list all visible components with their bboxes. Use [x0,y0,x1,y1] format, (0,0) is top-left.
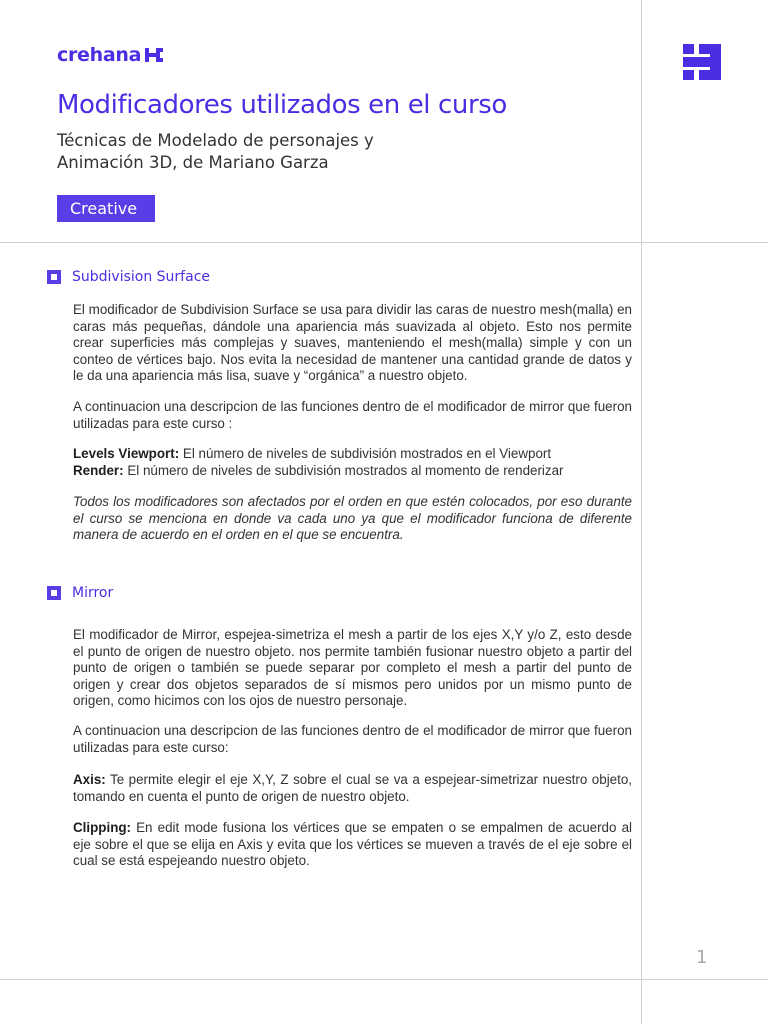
paragraph: A continuacion una descripcion de las funciones dentro de el modificador de mirror que fueron utilizadas para este curso: [73,723,632,755]
subtitle-line: Técnicas de Modelado de personajes y [57,131,374,150]
section-title: Subdivision Surface [72,269,211,285]
square-bullet-icon [47,270,61,284]
note-text: Todos los modificadores son afectados por el orden en que estén colocados, por eso durante el curso se menciona en donde va cada uno ya que el modificador funciona de diferente manera de acuerdo en el orden en el que se encuentra. [73,494,632,543]
term-label: Levels Viewport: [73,446,180,461]
logo-text: crehana [57,44,142,66]
term-text: El número de niveles de subdivisión mostrados al momento de renderizar [123,462,564,478]
term-text: El número de niveles de subdivisión mostrados en el Viewport [179,446,552,461]
page-subtitle [57,130,457,174]
category-tag: Creative [57,195,155,222]
term-label: Axis: [73,772,106,787]
definition-paragraph [73,820,632,870]
subtitle-line: Animación 3D, de Mariano Garza [57,153,329,172]
vertical-divider [641,0,642,1024]
page-number: 1 [696,947,708,968]
section-heading-subdivision [47,269,210,285]
brand-h-mark-icon [683,44,721,80]
term-label: Render: [73,462,124,478]
term-text: Te permite elegir el eje X,Y, Z sobre el cual se va a espejear-simetrizar nuestro objeto, tomando en cuenta el punto de origen de nuestro objeto. [73,772,632,804]
paragraph: El modificador de Mirror, espejea-simetriza el mesh a partir de los ejes X,Y y/o Z, esto desde el punto de origen de nuestro objeto. nos permite también fusionar nuestro objeto a partir del punto de origen o también se puede separar por completo el mesh a partir del punto de origen y crear dos objetos separados de sí mismos pero unidos por un mismo punto de origen, como hicimos con los ojos de nuestro personaje. [73,627,632,709]
paragraph: A continuacion una descripcion de las funciones dentro de el modificador de mirror que fueron utilizadas para este curso : [73,399,632,431]
section-title: Mirror [72,585,114,601]
note-paragraph [73,494,632,544]
definition-list [73,446,632,479]
crehana-h-icon [145,46,163,64]
definition-paragraph [73,772,632,805]
page-title: Modificadores utilizados en el curso [57,90,507,120]
paragraph: El modificador de Subdivision Surface se usa para dividir las caras de nuestro mesh(malla) en caras más pequeñas, dándole una apariencia más suavizada al objeto. Esto nos permite crear superficies más complejas y suaves, manteniendo el mesh(malla) simple y con un conteo de vértices bajo. Nos evita la necesidad de mantener una cantidad grande de datos y le da una apariencia más lisa, suave y “orgánica” a nuestro objeto. [73,302,632,384]
footer-divider [0,979,768,980]
square-bullet-icon [47,586,61,600]
term-text: En edit mode fusiona los vértices que se empaten o se empalmen de acuerdo al eje sobre el que se elija en Axis y evita que los vértices se mueven a través de el eje sobre el cual se está espejeando nuestro objeto. [73,820,632,869]
crehana-logo [57,44,163,66]
term-label: Clipping: [73,820,132,835]
header-divider [0,242,768,243]
section-heading-mirror [47,585,113,601]
